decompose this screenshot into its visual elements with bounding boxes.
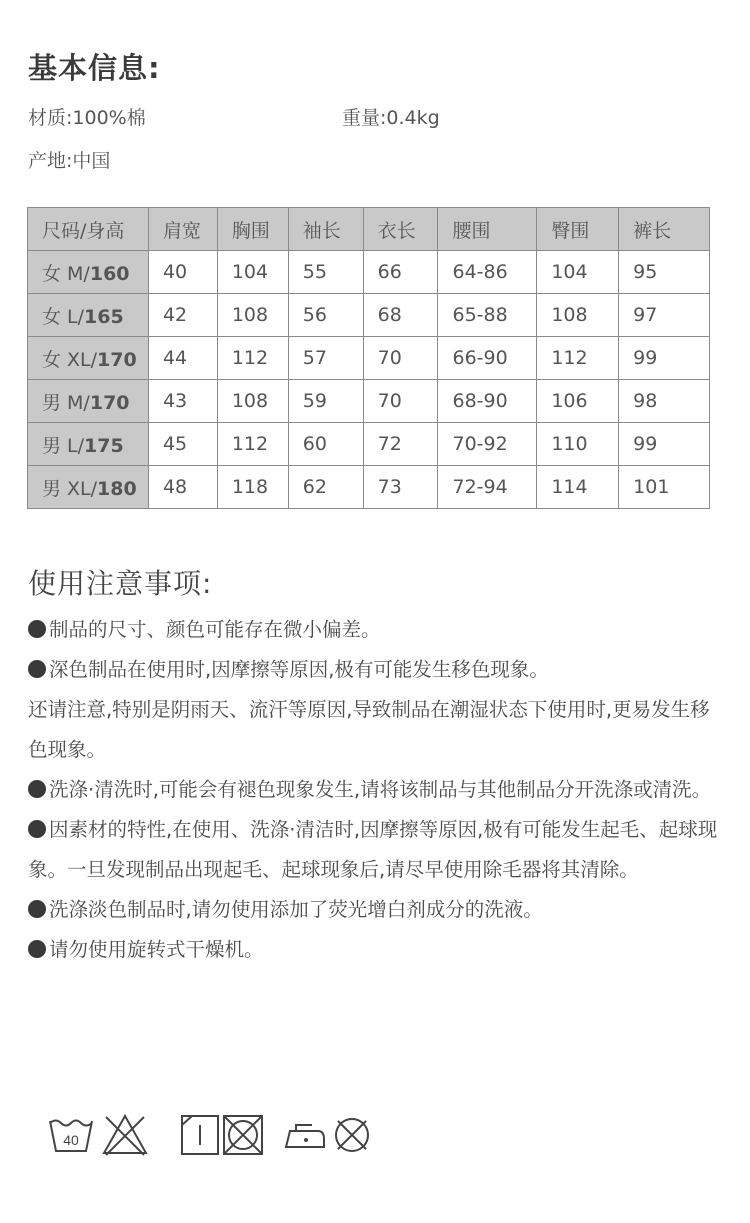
table-cell: 70 xyxy=(363,380,438,423)
table-cell: 112 xyxy=(537,337,619,380)
table-cell: 118 xyxy=(217,466,288,509)
weight-info: 重量:0.4kg xyxy=(342,107,440,129)
row-size-label: 男 M/170 xyxy=(28,380,149,423)
table-row xyxy=(28,423,710,466)
bullet-icon xyxy=(28,820,46,838)
table-cell: 68 xyxy=(363,294,438,337)
table-cell: 48 xyxy=(148,466,217,509)
table-cell: 43 xyxy=(148,380,217,423)
table-cell: 65-88 xyxy=(438,294,537,337)
basic-info-title: 基本信息: xyxy=(28,51,161,85)
no-bleach-icon xyxy=(102,1113,148,1157)
table-cell: 56 xyxy=(288,294,363,337)
table-cell: 57 xyxy=(288,337,363,380)
row-size-label: 女 M/160 xyxy=(28,251,149,294)
table-row xyxy=(28,251,710,294)
table-row xyxy=(28,337,710,380)
table-cell: 64-86 xyxy=(438,251,537,294)
notes-title: 使用注意事项: xyxy=(28,567,213,600)
bullet-icon xyxy=(28,780,46,798)
table-cell: 44 xyxy=(148,337,217,380)
table-cell: 72-94 xyxy=(438,466,537,509)
list-item: 制品的尺寸、颜色可能存在微小偏差。 xyxy=(28,610,718,650)
table-cell: 42 xyxy=(148,294,217,337)
table-cell: 68-90 xyxy=(438,380,537,423)
table-cell: 106 xyxy=(537,380,619,423)
table-cell: 112 xyxy=(217,423,288,466)
table-cell: 112 xyxy=(217,337,288,380)
table-cell: 70 xyxy=(363,337,438,380)
svg-text:40: 40 xyxy=(63,1132,79,1148)
wash-40-icon xyxy=(48,1113,94,1157)
bullet-icon xyxy=(28,620,46,638)
row-size-label: 男 L/175 xyxy=(28,423,149,466)
size-table xyxy=(27,207,710,509)
table-cell: 70-92 xyxy=(438,423,537,466)
table-cell: 73 xyxy=(363,466,438,509)
row-size-label: 男 XL/180 xyxy=(28,466,149,509)
table-row xyxy=(28,380,710,423)
table-row xyxy=(28,466,710,509)
bullet-icon xyxy=(28,940,46,958)
table-cell: 95 xyxy=(619,251,710,294)
table-cell: 108 xyxy=(217,294,288,337)
bullet-icon xyxy=(28,900,46,918)
header-waist: 腰围 xyxy=(438,208,537,251)
header-length: 衣长 xyxy=(363,208,438,251)
size-table-header xyxy=(28,208,710,251)
table-cell: 98 xyxy=(619,380,710,423)
table-cell: 110 xyxy=(537,423,619,466)
origin-info: 产地:中国 xyxy=(28,150,111,172)
table-cell: 59 xyxy=(288,380,363,423)
list-item: 还请注意,特别是阴雨天、流汗等原因,导致制品在潮湿状态下使用时,更易发生移色现象。 xyxy=(28,698,710,761)
table-cell: 104 xyxy=(537,251,619,294)
no-dry-clean-icon xyxy=(332,1113,372,1157)
list-item: 深色制品在使用时,因摩擦等原因,极有可能发生移色现象。 xyxy=(28,650,718,690)
row-size-label: 女 XL/170 xyxy=(28,337,149,380)
table-cell: 114 xyxy=(537,466,619,509)
header-pants-length: 裤长 xyxy=(619,208,710,251)
list-item: 请勿使用旋转式干燥机。 xyxy=(28,930,718,970)
header-sleeve: 袖长 xyxy=(288,208,363,251)
table-cell: 55 xyxy=(288,251,363,294)
table-cell: 101 xyxy=(619,466,710,509)
table-cell: 99 xyxy=(619,423,710,466)
material-info: 材质:100%棉 xyxy=(28,107,146,129)
table-cell: 108 xyxy=(217,380,288,423)
table-cell: 108 xyxy=(537,294,619,337)
list-item: 洗涤·清洗时,可能会有褪色现象发生,请将该制品与其他制品分开洗涤或清洗。 xyxy=(28,770,718,810)
dry-flat-icon xyxy=(178,1113,224,1157)
header-chest: 胸围 xyxy=(217,208,288,251)
list-item: 因素材的特性,在使用、洗涤·清洁时,因摩擦等原因,极有可能发生起毛、起球现象。一旦发现制品出现起毛、起球现象后,请尽早使用除毛器将其清除。 xyxy=(28,818,718,881)
table-cell: 97 xyxy=(619,294,710,337)
no-tumble-dry-icon xyxy=(220,1113,266,1157)
list-item: 洗涤淡色制品时,请勿使用添加了荧光增白剂成分的洗液。 xyxy=(28,890,718,930)
table-cell: 72 xyxy=(363,423,438,466)
iron-low-icon xyxy=(282,1113,328,1157)
table-row xyxy=(28,294,710,337)
header-shoulder: 肩宽 xyxy=(148,208,217,251)
header-size-height: 尺码/身高 xyxy=(28,208,149,251)
row-size-label: 女 L/165 xyxy=(28,294,149,337)
bullet-icon xyxy=(28,660,46,678)
table-cell: 45 xyxy=(148,423,217,466)
table-cell: 104 xyxy=(217,251,288,294)
notes-list xyxy=(28,610,718,970)
table-cell: 99 xyxy=(619,337,710,380)
table-cell: 66 xyxy=(363,251,438,294)
header-hip: 臀围 xyxy=(537,208,619,251)
table-cell: 40 xyxy=(148,251,217,294)
table-cell: 62 xyxy=(288,466,363,509)
table-cell: 66-90 xyxy=(438,337,537,380)
table-cell: 60 xyxy=(288,423,363,466)
